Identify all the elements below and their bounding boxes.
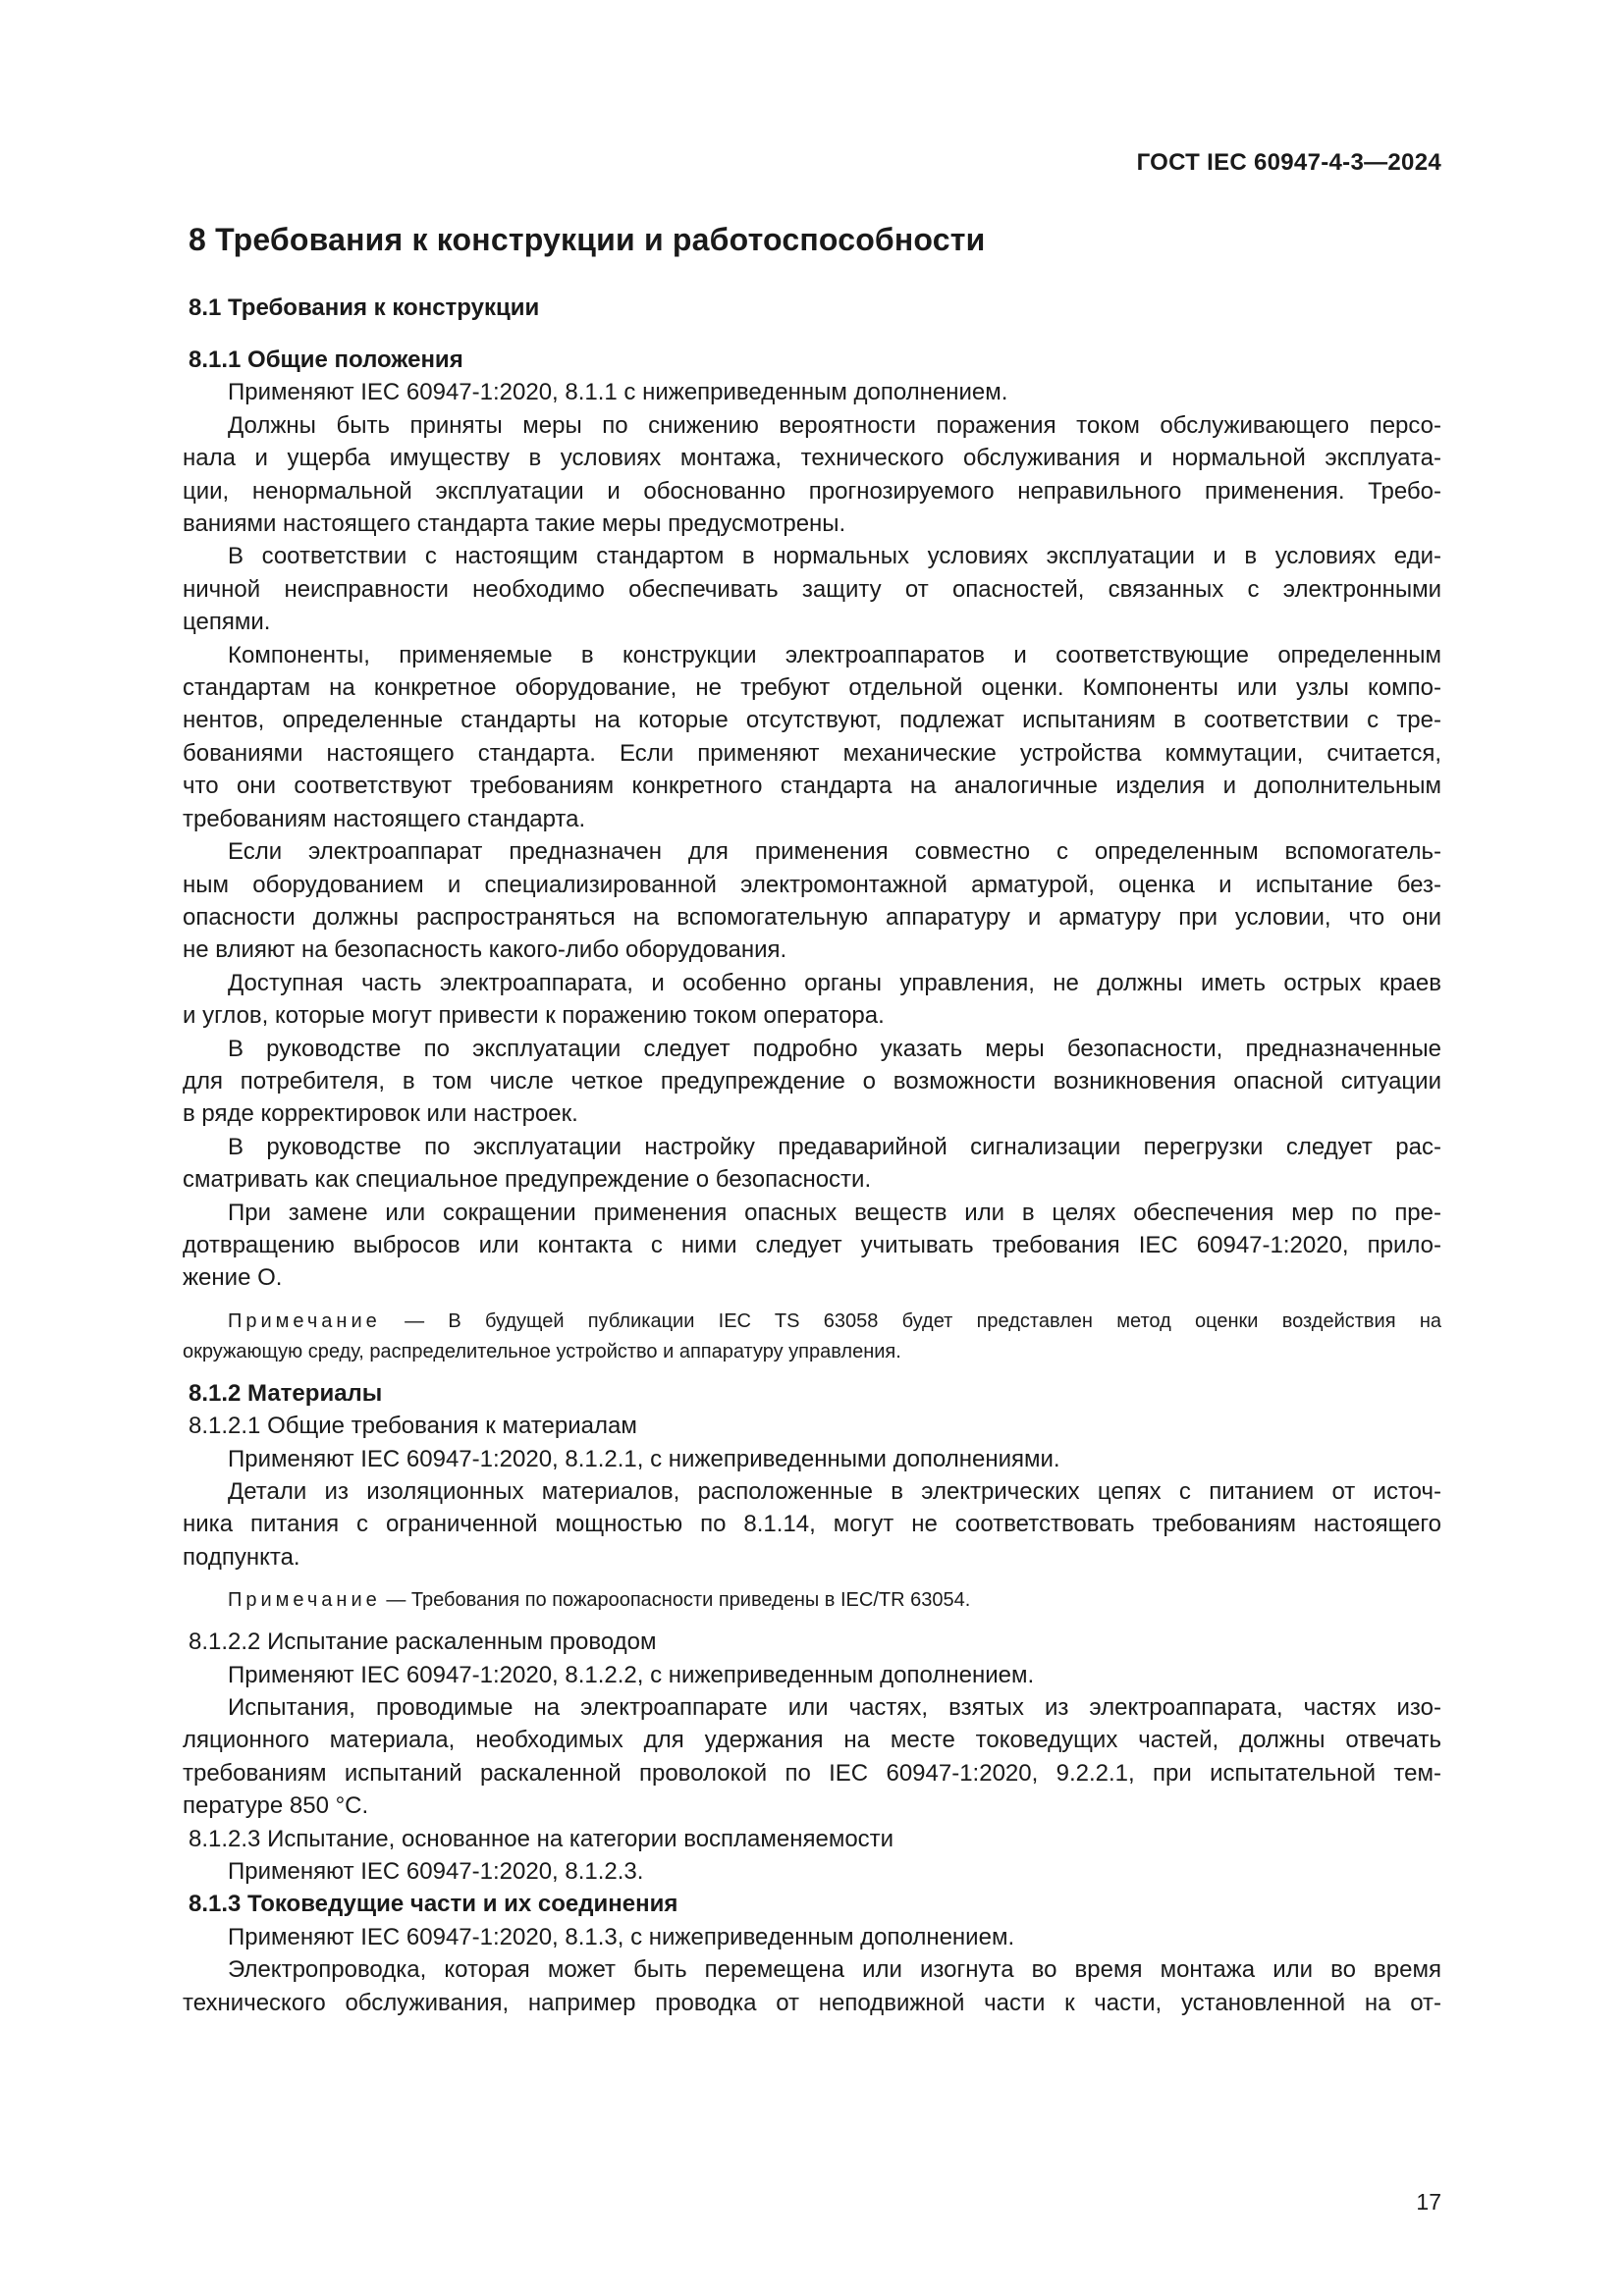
text-line: Электропроводка, которая может быть перемещена или изогнута во время монтажа или во время bbox=[228, 1956, 1441, 1984]
paragraph bbox=[183, 540, 1441, 638]
text-line: ваниями настоящего стандарта такие меры предусмотрены. bbox=[183, 510, 846, 538]
note-text: — Требования по пожароопасности приведены в IEC/TR 63054. bbox=[386, 1589, 971, 1612]
paragraph bbox=[183, 1659, 1441, 1691]
paragraph bbox=[183, 1475, 1441, 1574]
paragraph bbox=[183, 409, 1441, 541]
text-line: в ряде корректировок или настроек. bbox=[183, 1100, 578, 1128]
text-line: нентов, определенные стандарты на которые отсутствуют, подлежат испытаниям в соответствии с тре- bbox=[183, 707, 1441, 734]
text-line: Должны быть приняты меры по снижению вероятности поражения током обслуживающего персо- bbox=[228, 411, 1441, 439]
text-line: опасности должны распространяться на вспомогательную аппаратуру и арматуру при условии, что они bbox=[183, 903, 1441, 931]
text-line: ции, ненормальной эксплуатации и обоснованно прогнозируемого неправильного применения. Требо- bbox=[183, 477, 1441, 505]
text-line: В соответствии с настоящим стандартом в нормальных условиях эксплуатации и в условиях еди- bbox=[228, 543, 1441, 570]
text-line: В руководстве по эксплуатации настройку предаварийной сигнализации перегрузки следует рас- bbox=[228, 1133, 1441, 1160]
text-line: ничной неисправности необходимо обеспечивать защиту от опасностей, связанных с электронными bbox=[183, 575, 1441, 603]
paragraph bbox=[183, 376, 1441, 408]
subsection-title: 8.1 Требования к конструкции bbox=[189, 294, 540, 321]
paragraph bbox=[183, 1921, 1441, 1953]
text-line: пературе 850 °С. bbox=[183, 1792, 369, 1820]
clause-8-1-2-3-title: 8.1.2.3 Испытание, основанное на категории воспламеняемости bbox=[189, 1825, 894, 1852]
text-line: стандартам на конкретное оборудование, не требуют отдельной оценки. Компоненты или узлы компо- bbox=[183, 674, 1441, 702]
paragraph bbox=[183, 1691, 1441, 1823]
text-line: Применяют IEC 60947-1:2020, 8.1.1 с нижеприведенным дополнением. bbox=[228, 379, 1008, 406]
clause-8-1-2-1-title: 8.1.2.1 Общие требования к материалам bbox=[189, 1413, 637, 1440]
text-line: Применяют IEC 60947-1:2020, 8.1.2.3. bbox=[228, 1858, 644, 1886]
paragraph bbox=[183, 1855, 1441, 1888]
page-number: 17 bbox=[1416, 2189, 1441, 2215]
clause-8-1-3-title: 8.1.3 Токоведущие части и их соединения bbox=[189, 1891, 678, 1918]
paragraph bbox=[183, 1131, 1441, 1197]
note-label: Примечание bbox=[228, 1309, 381, 1332]
text-line: Детали из изоляционных материалов, расположенные в электрических цепях с питанием от источ- bbox=[228, 1478, 1441, 1505]
paragraph bbox=[183, 1033, 1441, 1131]
note-line bbox=[183, 1585, 1441, 1616]
text-line: требованиям настоящего стандарта. bbox=[183, 805, 586, 832]
text-line: ным оборудованием и специализированной электромонтажной арматурой, оценка и испытание без- bbox=[183, 871, 1441, 898]
text-line: цепями. bbox=[183, 609, 271, 636]
text-line: жение О. bbox=[183, 1264, 283, 1292]
text-line: сматривать как специальное предупреждение о безопасности. bbox=[183, 1166, 872, 1194]
clause-8-1-2-title: 8.1.2 Материалы bbox=[189, 1379, 383, 1407]
section-title: 8 Требования к конструкции и работоспособности bbox=[189, 222, 986, 257]
text-line: Компоненты, применяемые в конструкции электроаппаратов и соответствующие определенным bbox=[228, 641, 1441, 668]
text-line: не влияют на безопасность какого-либо оборудования. bbox=[183, 936, 787, 964]
text-line: Применяют IEC 60947-1:2020, 8.1.2.1, с нижеприведенными дополнениями. bbox=[228, 1445, 1060, 1472]
text-line: Применяют IEC 60947-1:2020, 8.1.3, с нижеприведенным дополнением. bbox=[228, 1923, 1015, 1950]
text-line: Если электроаппарат предназначен для применения совместно с определенным вспомогатель- bbox=[228, 838, 1441, 866]
text-line: ника питания с ограниченной мощностью по 8.1.14, могут не соответствовать требованиям настоящего bbox=[183, 1511, 1441, 1538]
paragraph bbox=[183, 1443, 1441, 1475]
text-line: что они соответствуют требованиям конкретного стандарта на аналогичные изделия и дополнительным bbox=[183, 773, 1441, 800]
text-line: Испытания, проводимые на электроаппарате или частях, взятых из электроаппарата, частях изо- bbox=[228, 1694, 1441, 1722]
note bbox=[183, 1585, 1441, 1616]
text-line: Доступная часть электроаппарата, и особенно органы управления, не должны иметь острых краев bbox=[228, 969, 1441, 996]
note-text: — В будущей публикации IEC TS 63058 будет представлен метод оценки воздействия на bbox=[405, 1309, 1441, 1332]
clause-8-1-2-2-title: 8.1.2.2 Испытание раскаленным проводом bbox=[189, 1629, 657, 1656]
page-content bbox=[183, 222, 1441, 2019]
paragraph bbox=[183, 1953, 1441, 2019]
clause-8-1-1-title: 8.1.1 Общие положения bbox=[189, 347, 463, 373]
text-line: и углов, которые могут привести к поражению током оператора. bbox=[183, 1002, 885, 1030]
paragraph bbox=[183, 835, 1441, 967]
text-line: дотвращению выбросов или контакта с ними следует учитывать требования IEC 60947-1:2020, прило- bbox=[183, 1231, 1441, 1258]
text-line: подпункта. bbox=[183, 1543, 300, 1571]
note-label: Примечание bbox=[228, 1589, 381, 1612]
note-line bbox=[183, 1307, 1441, 1337]
text-line: требованиям испытаний раскаленной проволокой по IEC 60947-1:2020, 9.2.2.1, при испытательной тем- bbox=[183, 1759, 1441, 1787]
text-line: технического обслуживания, например проводка от неподвижной части к части, установленной на от- bbox=[183, 1989, 1441, 2016]
text-line: Применяют IEC 60947-1:2020, 8.1.2.2, с нижеприведенным дополнением. bbox=[228, 1661, 1035, 1688]
paragraph bbox=[183, 967, 1441, 1033]
text-line: ляционного материала, необходимых для удержания на месте токоведущих частей, должны отвечать bbox=[183, 1727, 1441, 1754]
document-header-id: ГОСТ IEC 60947-4-3—2024 bbox=[1136, 149, 1441, 176]
text-line: для потребителя, в том числе четкое предупреждение о возможности возникновения опасной ситуации bbox=[183, 1067, 1441, 1095]
note-line: окружающую среду, распределительное устройство и аппаратуру управления. bbox=[183, 1340, 901, 1362]
text-line: бованиями настоящего стандарта. Если применяют механические устройства коммутации, считается, bbox=[183, 739, 1441, 767]
note bbox=[183, 1307, 1441, 1367]
text-line: При замене или сокращении применения опасных веществ или в целях обеспечения мер по пре- bbox=[228, 1199, 1441, 1226]
paragraph bbox=[183, 1197, 1441, 1295]
paragraph bbox=[183, 639, 1441, 835]
text-line: нала и ущерба имуществу в условиях монтажа, технического обслуживания и нормальной эксплуата- bbox=[183, 445, 1441, 472]
text-line: В руководстве по эксплуатации следует подробно указать меры безопасности, предназначенные bbox=[228, 1035, 1441, 1062]
